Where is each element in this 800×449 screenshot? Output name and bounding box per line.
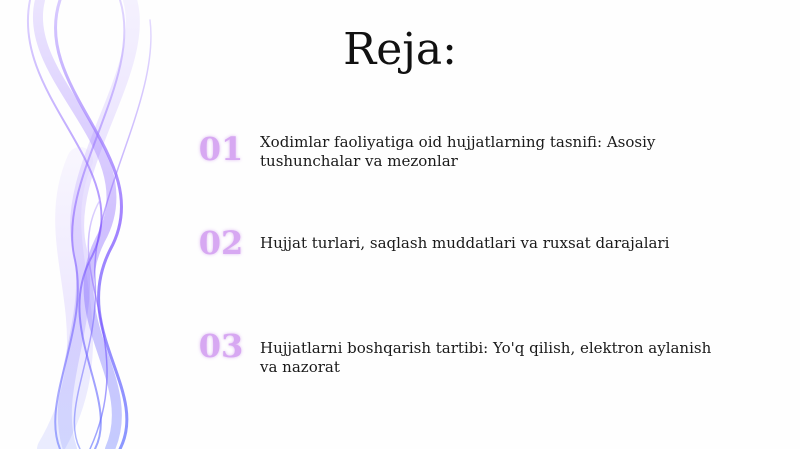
item-number: 03 <box>198 327 244 365</box>
item-text: Xodimlar faoliyatiga oid hujjatlarning tasnifi: Asosiy tushunchalar va mezonlar <box>260 133 656 170</box>
item-number: 01 <box>198 130 244 168</box>
item-text: Hujjat turlari, saqlash muddatlari va ruxsat darajalari <box>260 234 670 252</box>
ribbon-decoration <box>0 0 200 449</box>
slide-title: Reja: <box>343 24 457 75</box>
item-text: Hujjatlarni boshqarish tartibi: Yo'q qilish, elektron aylanish va nazorat <box>260 339 712 376</box>
item-number: 02 <box>198 224 244 262</box>
